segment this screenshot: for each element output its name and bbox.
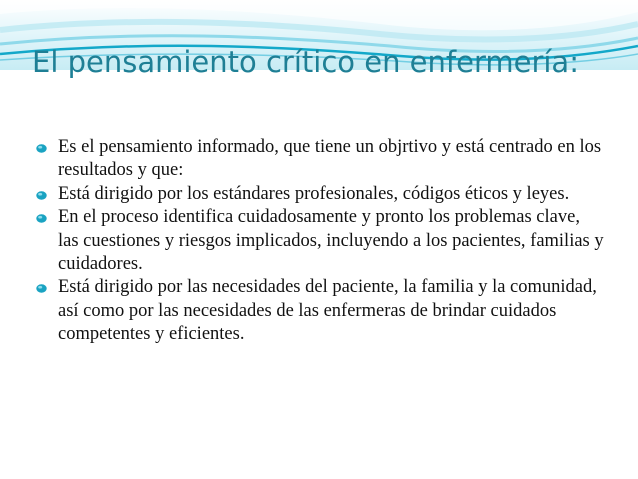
- list-item: [34, 136, 604, 183]
- bullet-list: [34, 136, 604, 347]
- slide-title: El pensamiento crítico en enfermería:: [32, 45, 579, 79]
- bullet-icon: [36, 144, 47, 153]
- list-item: [34, 206, 604, 276]
- bullet-text: Está dirigido por las necesidades del paciente, la familia y la comunidad, así como por las necesidades de las enfermeras de brindar cuidados competentes y eficientes.: [58, 277, 597, 345]
- list-item: [34, 276, 604, 346]
- bullet-text: Es el pensamiento informado, que tiene un objrtivo y está centrado en los resultados y que:: [58, 137, 602, 181]
- bullet-icon: [36, 284, 47, 293]
- bullet-icon: [36, 191, 47, 200]
- bullet-text: Está dirigido por los estándares profesionales, códigos éticos y leyes.: [58, 183, 570, 204]
- bullet-text: En el proceso identifica cuidadosamente y pronto los problemas clave, las cuestiones y riesgos implicados, incluyendo a los pacientes, familias y cuidadores.: [58, 207, 604, 275]
- list-item: [34, 183, 604, 206]
- bullet-icon: [36, 214, 47, 223]
